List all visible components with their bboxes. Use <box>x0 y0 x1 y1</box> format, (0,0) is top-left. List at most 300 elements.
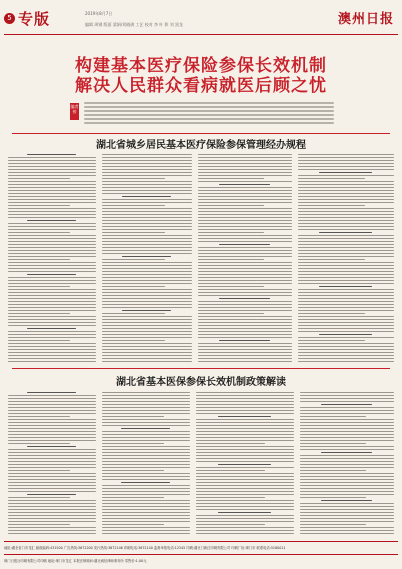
text-line <box>8 491 96 492</box>
text-line <box>300 428 394 429</box>
text-line <box>196 482 294 483</box>
text-line <box>198 316 292 317</box>
text-line <box>102 410 190 411</box>
text-line <box>300 479 394 480</box>
text-line <box>8 500 96 501</box>
text-line <box>298 274 394 275</box>
text-line <box>8 271 96 272</box>
text-line <box>102 190 192 191</box>
text-line <box>102 518 190 519</box>
text-line <box>102 202 192 203</box>
text-line <box>102 461 190 462</box>
text-line <box>8 307 96 308</box>
text-line <box>298 220 394 221</box>
text-line <box>298 262 394 263</box>
text-line <box>102 214 192 215</box>
text-line <box>198 211 292 212</box>
text-line <box>8 419 96 420</box>
text-line <box>196 455 294 456</box>
text-line <box>298 166 394 167</box>
text-line <box>27 154 75 155</box>
headline-line-1: 构建基本医疗保险参保长效机制 <box>75 56 327 76</box>
text-line <box>219 244 271 245</box>
text-line <box>102 313 165 314</box>
text-line <box>198 220 292 221</box>
text-line <box>298 310 394 311</box>
text-line <box>298 253 394 254</box>
text-line <box>196 410 294 411</box>
text-line <box>8 434 96 435</box>
text-line <box>102 157 192 158</box>
text-line <box>298 271 394 272</box>
text-line <box>102 515 190 516</box>
newspaper-logo: 澳州日报 <box>337 12 394 27</box>
text-line <box>8 355 96 356</box>
text-line <box>298 205 365 206</box>
text-line <box>196 476 294 477</box>
text-line <box>198 226 292 227</box>
text-line <box>198 172 292 173</box>
text-line <box>300 461 394 462</box>
text-line <box>300 392 394 393</box>
text-line <box>298 208 394 209</box>
text-line <box>298 175 394 176</box>
text-line <box>27 328 75 329</box>
text-line <box>102 325 192 326</box>
text-line <box>300 530 394 531</box>
text-line <box>196 401 294 402</box>
text-line <box>198 259 264 260</box>
text-line <box>196 458 294 459</box>
text-line <box>300 488 394 489</box>
text-line <box>102 512 190 513</box>
text-line <box>102 404 190 405</box>
text-line <box>198 292 292 293</box>
text-line <box>298 223 394 224</box>
text-line <box>298 202 394 203</box>
text-line <box>8 166 96 167</box>
text-line <box>298 298 394 299</box>
text-line <box>198 361 292 362</box>
text-line <box>198 193 292 194</box>
text-line <box>8 428 96 429</box>
text-line <box>102 398 190 399</box>
footer-rule-top <box>4 541 398 542</box>
text-line <box>121 428 169 429</box>
text-line <box>196 404 294 405</box>
text-line <box>298 319 394 320</box>
text-line <box>8 214 96 215</box>
text-line <box>8 163 96 164</box>
text-line <box>198 178 264 179</box>
text-line <box>300 491 394 492</box>
text-line <box>102 235 192 236</box>
text-line <box>196 506 294 507</box>
text-line <box>300 497 366 498</box>
text-line <box>196 473 294 474</box>
text-line <box>300 506 394 507</box>
text-line <box>298 328 394 329</box>
text-line <box>102 268 192 269</box>
text-line <box>300 455 394 456</box>
text-line <box>300 401 394 402</box>
text-line <box>102 184 192 185</box>
text-line <box>8 404 96 405</box>
text-line <box>8 223 96 224</box>
text-line <box>102 361 192 362</box>
text-line <box>8 286 70 287</box>
text-line <box>198 271 292 272</box>
text-line <box>102 316 192 317</box>
text-line <box>121 482 169 483</box>
text-line <box>196 395 294 396</box>
text-line <box>298 280 394 281</box>
text-line <box>300 449 394 450</box>
text-line <box>102 349 192 350</box>
text-line <box>8 398 96 399</box>
text-line <box>198 307 292 308</box>
text-line <box>298 169 394 170</box>
text-line <box>102 467 190 468</box>
text-line <box>102 217 192 218</box>
text-line <box>102 358 192 359</box>
text-line <box>198 223 292 224</box>
text-line <box>198 310 292 311</box>
text-line <box>102 319 192 320</box>
text-line <box>298 181 394 182</box>
text-line <box>102 524 164 525</box>
text-line <box>298 154 394 155</box>
text-line <box>102 241 192 242</box>
text-line <box>196 509 294 510</box>
text-line <box>8 337 96 338</box>
text-line <box>102 262 192 263</box>
text-line <box>8 425 96 426</box>
text-line <box>198 349 292 350</box>
text-line <box>102 530 190 531</box>
text-line <box>198 241 292 242</box>
text-line <box>8 452 96 453</box>
text-line <box>102 355 192 356</box>
text-line <box>8 301 96 302</box>
text-line <box>198 262 292 263</box>
text-line <box>8 238 96 239</box>
text-line <box>102 337 192 338</box>
section-2-column-3 <box>196 392 294 536</box>
section-2-title: 湖北省基本医保参保长效机制政策解读 <box>116 377 286 388</box>
text-line <box>196 452 294 453</box>
text-line <box>196 470 265 471</box>
text-line <box>319 286 372 287</box>
text-line <box>198 208 292 209</box>
text-line <box>300 467 394 468</box>
text-line <box>27 446 75 447</box>
text-line <box>196 407 294 408</box>
text-line <box>300 458 394 459</box>
text-line <box>8 443 70 444</box>
text-line <box>298 193 394 194</box>
text-line <box>102 521 190 522</box>
text-line <box>8 461 96 462</box>
text-line <box>102 193 192 194</box>
text-line <box>298 265 394 266</box>
text-line <box>8 262 96 263</box>
text-line <box>102 497 164 498</box>
text-line <box>102 416 164 417</box>
text-line <box>198 283 292 284</box>
text-line <box>298 289 394 290</box>
text-line <box>8 172 96 173</box>
section-title: 专版 <box>18 10 51 28</box>
text-line <box>300 482 394 483</box>
text-line <box>102 226 192 227</box>
section-2-top-rule <box>12 368 390 369</box>
text-line <box>319 232 372 233</box>
text-line <box>198 313 264 314</box>
text-line <box>298 190 394 191</box>
text-line <box>298 331 394 332</box>
text-line <box>102 244 192 245</box>
text-line <box>196 515 294 516</box>
text-line <box>102 503 190 504</box>
text-line <box>102 328 192 329</box>
text-line <box>102 485 190 486</box>
text-line <box>198 199 292 200</box>
footer-line-2: 荆门日报社印刷有限公司印刷 地址:荆门市龙汇 本报法律顾问:湖北诚信律师事务所 零售价:1.00元 <box>4 559 147 563</box>
text-line <box>102 440 190 441</box>
text-line <box>8 196 96 197</box>
footer-rule-mid <box>4 554 398 555</box>
text-line <box>8 410 96 411</box>
text-line <box>8 346 96 347</box>
text-line <box>8 193 96 194</box>
text-line <box>102 392 190 393</box>
text-line <box>8 527 96 528</box>
text-line <box>102 205 165 206</box>
text-line <box>196 437 294 438</box>
text-line <box>8 506 96 507</box>
text-line <box>8 440 96 441</box>
text-line <box>8 473 96 474</box>
text-line <box>102 208 192 209</box>
text-line <box>102 434 190 435</box>
text-line <box>27 494 75 495</box>
text-line <box>8 319 96 320</box>
text-line <box>198 229 292 230</box>
text-line <box>102 334 192 335</box>
text-line <box>298 361 394 362</box>
text-line <box>298 352 394 353</box>
main-headline <box>0 56 402 96</box>
editor-note-tag: 编者按 <box>70 103 79 120</box>
text-line <box>8 292 96 293</box>
text-line <box>300 425 394 426</box>
text-line <box>8 268 96 269</box>
text-line <box>298 307 394 308</box>
text-line <box>102 476 190 477</box>
text-line <box>8 280 96 281</box>
text-line <box>102 449 190 450</box>
text-line <box>122 256 172 257</box>
text-line <box>102 343 192 344</box>
text-line <box>8 488 96 489</box>
text-line <box>196 530 294 531</box>
text-line <box>102 488 190 489</box>
text-line <box>298 277 394 278</box>
text-line <box>298 256 394 257</box>
text-line <box>198 154 292 155</box>
text-line <box>198 331 292 332</box>
text-line <box>298 184 394 185</box>
text-line <box>198 256 292 257</box>
header-rule <box>4 34 398 35</box>
text-line <box>102 458 190 459</box>
text-line <box>8 244 96 245</box>
text-line <box>8 530 96 531</box>
text-line <box>8 157 96 158</box>
text-line <box>8 476 96 477</box>
text-line <box>196 494 294 495</box>
text-line <box>8 178 70 179</box>
text-line <box>298 358 394 359</box>
text-line <box>298 322 394 323</box>
text-line <box>298 337 394 338</box>
text-line <box>298 214 394 215</box>
text-line <box>198 334 292 335</box>
section-1-column-1 <box>8 154 96 364</box>
text-line <box>300 512 394 513</box>
text-line <box>300 407 394 408</box>
text-line <box>300 515 394 516</box>
text-line <box>196 485 294 486</box>
text-line <box>102 247 192 248</box>
text-line <box>8 289 96 290</box>
text-line <box>198 280 292 281</box>
section-1-column-2 <box>102 154 192 364</box>
text-line <box>198 250 292 251</box>
text-line <box>298 295 394 296</box>
text-line <box>102 175 192 176</box>
text-line <box>8 256 96 257</box>
text-line <box>300 431 394 432</box>
editor-meta-line: 编辑 周钢 版面 梁娟/刘晓满 工艺 校对 李 叶 影 刘 黑龙 <box>85 22 184 27</box>
text-line <box>298 316 394 317</box>
text-line <box>298 157 394 158</box>
text-line <box>8 199 96 200</box>
text-line <box>196 422 294 423</box>
text-line <box>196 461 294 462</box>
text-line <box>300 476 394 477</box>
text-line <box>196 398 294 399</box>
text-line <box>8 190 96 191</box>
text-line <box>300 440 394 441</box>
text-line <box>298 283 394 284</box>
text-line <box>8 229 96 230</box>
text-line <box>198 325 292 326</box>
text-line <box>196 479 294 480</box>
text-line <box>8 479 96 480</box>
text-line <box>8 349 96 350</box>
text-line <box>8 512 96 513</box>
text-line <box>300 395 394 396</box>
text-line <box>198 253 292 254</box>
text-line <box>8 250 96 251</box>
text-line <box>8 241 96 242</box>
text-line <box>102 220 192 221</box>
text-line <box>298 259 365 260</box>
text-line <box>298 211 394 212</box>
text-line <box>198 196 292 197</box>
text-line <box>198 205 264 206</box>
text-line <box>8 464 96 465</box>
text-line <box>8 298 96 299</box>
text-line <box>8 497 70 498</box>
text-line <box>196 500 294 501</box>
text-line <box>218 512 272 513</box>
text-line <box>196 419 294 420</box>
text-line <box>102 187 192 188</box>
section-2-column-2 <box>102 392 190 536</box>
text-line <box>198 337 292 338</box>
text-line <box>196 431 294 432</box>
text-line <box>198 274 292 275</box>
text-line <box>102 509 190 510</box>
text-line <box>102 169 192 170</box>
text-line <box>196 428 294 429</box>
text-line <box>102 229 192 230</box>
text-line <box>102 232 165 233</box>
text-line <box>298 313 365 314</box>
text-line <box>300 410 394 411</box>
text-line <box>8 358 96 359</box>
text-line <box>8 518 96 519</box>
headline-line-2: 解决人民群众看病就医后顾之忧 <box>75 76 327 96</box>
text-line <box>198 304 292 305</box>
text-line <box>300 464 394 465</box>
text-line <box>102 280 192 281</box>
text-line <box>8 401 96 402</box>
text-line <box>300 485 394 486</box>
text-line <box>102 238 192 239</box>
text-line <box>298 244 394 245</box>
text-line <box>102 304 192 305</box>
text-line <box>196 443 265 444</box>
text-line <box>198 214 292 215</box>
text-line <box>298 160 394 161</box>
editor-note-text-block <box>84 102 334 128</box>
text-line <box>8 160 96 161</box>
text-line <box>8 524 70 525</box>
text-line <box>298 304 394 305</box>
text-line <box>219 298 271 299</box>
text-line <box>319 172 372 173</box>
text-line <box>298 343 394 344</box>
text-line <box>102 425 190 426</box>
text-line <box>196 503 294 504</box>
text-line <box>102 464 190 465</box>
text-line <box>102 431 190 432</box>
text-line <box>102 455 190 456</box>
text-line <box>198 322 292 323</box>
text-line <box>300 503 394 504</box>
text-line <box>102 452 190 453</box>
text-line <box>300 434 394 435</box>
text-line <box>198 328 292 329</box>
text-line <box>8 485 96 486</box>
text-line <box>102 178 165 179</box>
text-line <box>8 482 96 483</box>
text-line <box>122 196 172 197</box>
